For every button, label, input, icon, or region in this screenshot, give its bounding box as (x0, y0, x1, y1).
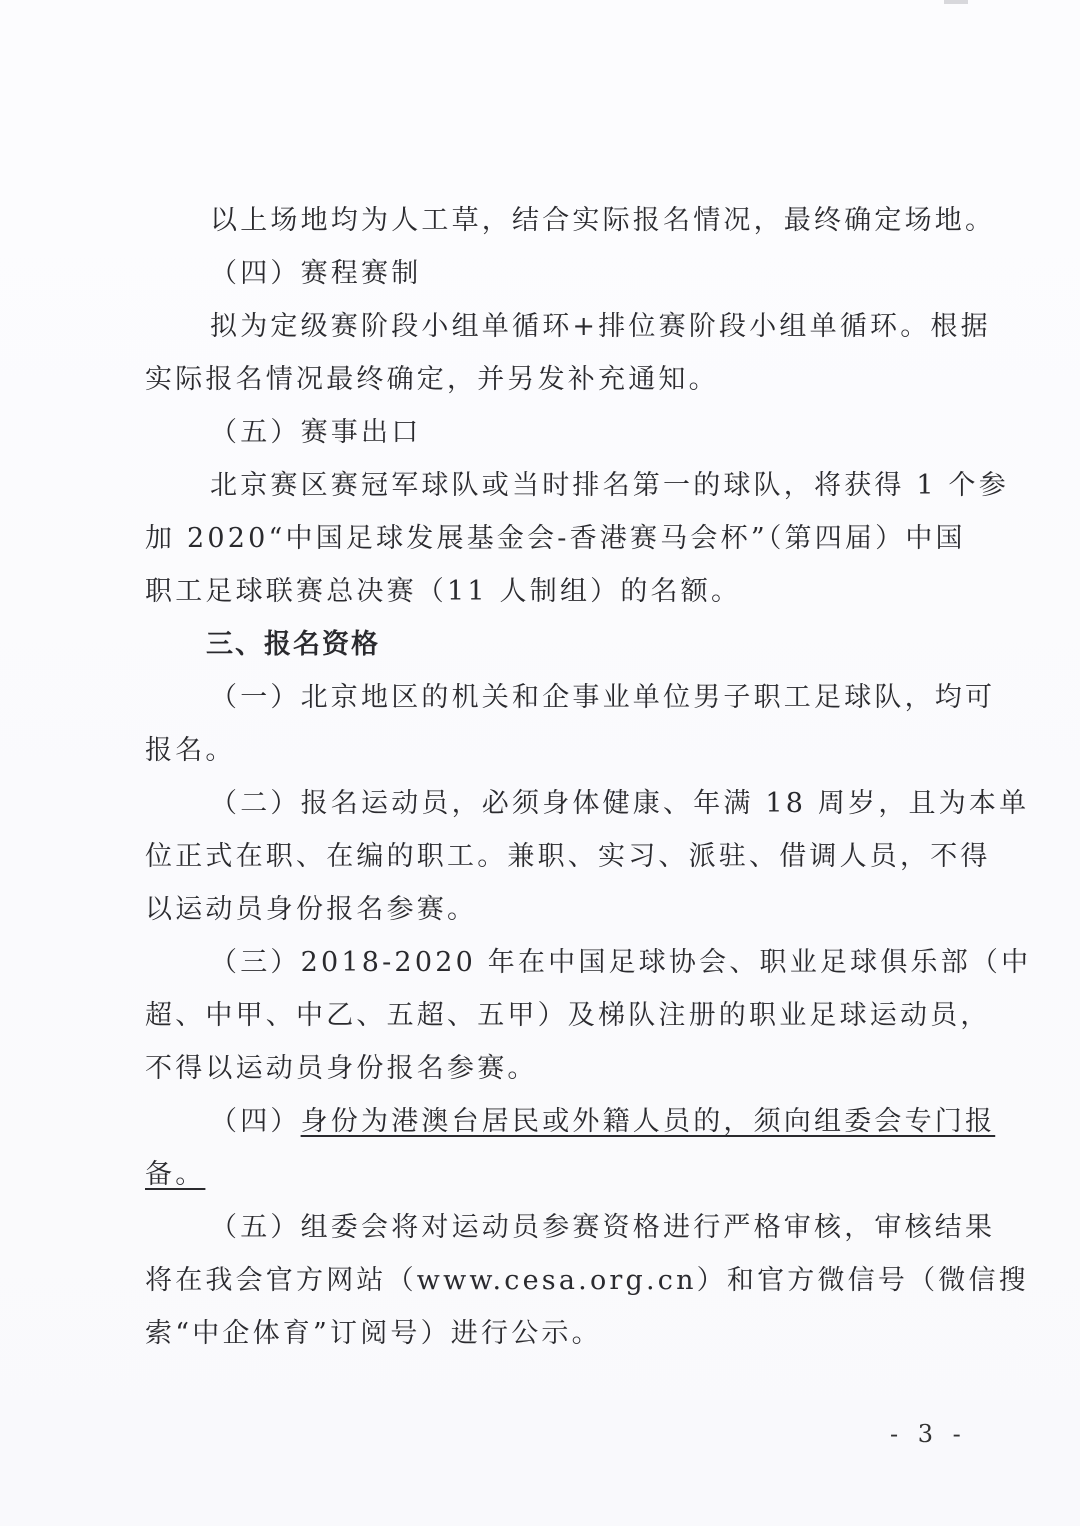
paragraph-line: 不得以运动员身份报名参赛。 (145, 1053, 538, 1084)
paragraph-line: （二）报名运动员，必须身体健康、年满 18 周岁，且为本单 (210, 788, 1030, 819)
section-heading-eligibility: 三、报名资格 (206, 629, 380, 660)
item-prefix: （四） (210, 1106, 301, 1137)
paragraph-line: 职工足球联赛总决赛（11 人制组）的名额。 (145, 576, 742, 607)
paragraph-line: 实际报名情况最终确定，并另发补充通知。 (145, 364, 719, 395)
paragraph-line: （三）2018-2020 年在中国足球协会、职业足球俱乐部（中 (210, 947, 1032, 978)
subheading-schedule: （四）赛程赛制 (210, 258, 422, 289)
page-number: - 3 - (890, 1420, 967, 1448)
paragraph-line: 超、中甲、中乙、五超、五甲）及梯队注册的职业足球运动员， (145, 1000, 991, 1031)
paragraph-line: 以运动员身份报名参赛。 (145, 894, 478, 925)
paragraph-line: （一）北京地区的机关和企事业单位男子职工足球队，均可 (210, 682, 996, 713)
paragraph-line: 位正式在职、在编的职工。兼职、实习、派驻、借调人员，不得 (145, 841, 991, 872)
paragraph-line: 加 2020“中国足球发展基金会-香港赛马会杯”（第四届）中国 (145, 523, 966, 554)
paragraph-line: 将在我会官方网站（www.cesa.org.cn）和官方微信号（微信搜 (145, 1265, 1029, 1296)
underlined-text: 身份为港澳台居民或外籍人员的，须向组委会专门报 (300, 1106, 996, 1137)
subheading-exit: （五）赛事出口 (210, 417, 422, 448)
paragraph-line: 拟为定级赛阶段小组单循环+排位赛阶段小组单循环。根据 (210, 311, 991, 342)
paragraph-line-underlined (210, 1104, 995, 1140)
paragraph-line: 索“中企体育”订阅号）进行公示。 (145, 1318, 602, 1349)
paragraph-line: 以上场地均为人工草，结合实际报名情况，最终确定场地。 (210, 205, 996, 236)
paragraph-line: （五）组委会将对运动员参赛资格进行严格审核，审核结果 (210, 1212, 996, 1243)
underlined-text: 备。 (145, 1159, 206, 1190)
paragraph-line: 报名。 (145, 735, 236, 766)
scan-mark (944, 0, 968, 4)
paragraph-line: 北京赛区赛冠军球队或当时排名第一的球队，将获得 1 个参 (210, 470, 1009, 501)
